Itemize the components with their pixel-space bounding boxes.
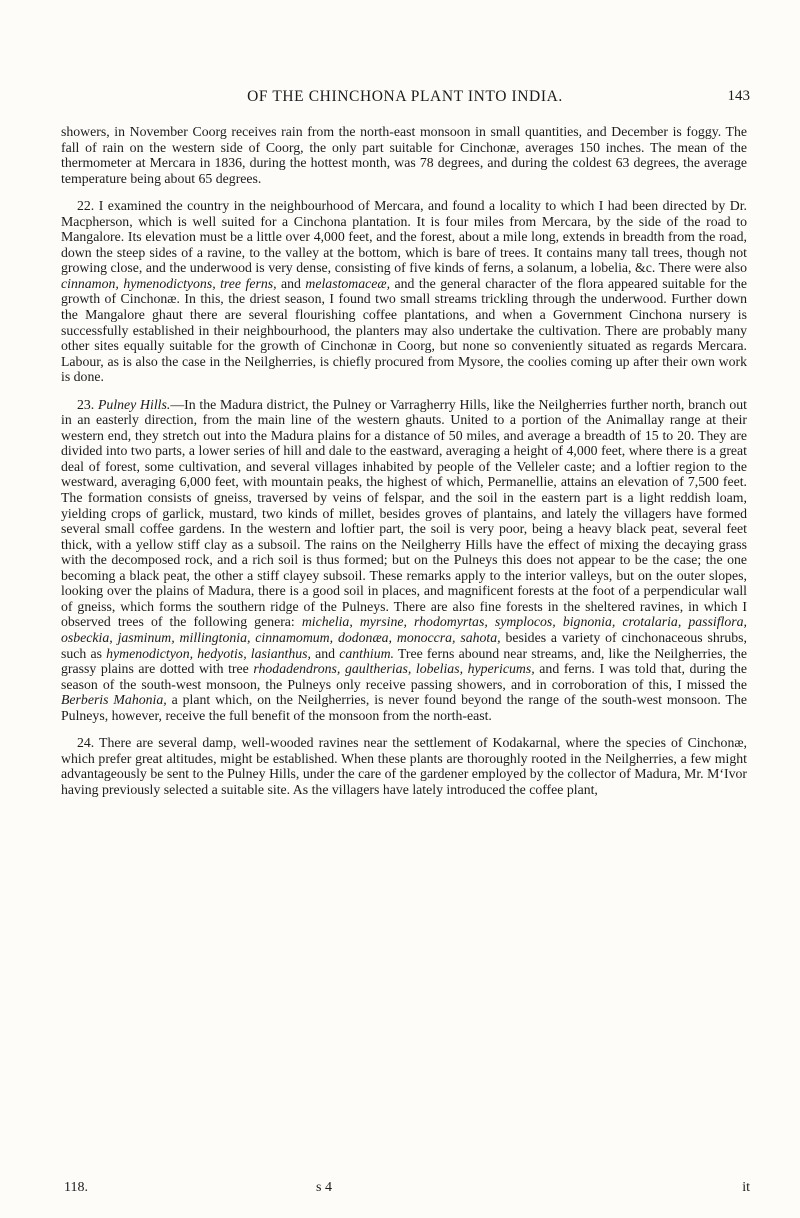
text-run: —In the Madura district, the Pulney or Varragherry Hills, like the Neilgherries further north, branch out in an easterly direction, from the main line of the western ghauts. United to a portion of the Animallay range at their western end, they stretch out into the Madura plains for a distance of 50 miles, and average a breadth of 15 to 20. They are divided into two parts, a lower series of hill and dale to the eastward, averaging a height of 4,000 feet, where there is a great deal of forest, some cultivation, and several villages inhabited by people of the Velleler caste; and a loftier region to the westward, averaging 6,000 feet, with mountain peaks, the highest of which, Permanellie, attains an elevation of 7,500 feet. The formation consists of gneiss, traversed by veins of felspar, and the soil in the eastern part is a light reddish loam, yielding crops of garlick, mustard, two kinds of millet, besides groves of plantains, and lately the villagers have formed several small coffee gardens. In the western and loftier part, the soil is very poor, being a heavy black peat, several feet thick, with a yellow stiff clay as a subsoil. The rains on the Neilgherry Hills have the effect of mixing the decaying grass with the decomposed rock, and a rich soil is thus formed; but on the Pulneys this does not appear to be the case; the one becoming a black peat, the other a stiff clayey subsoil. These remarks apply to the interior valleys, but on the outer slopes, looking over the plains of Madura, there is a good soil in places, and magnificent forests at the foot of a perpendicular wall of gneiss, which forms the southern ridge of the Pulneys. There are also fine forests in the sheltered ravines, in which I observed trees of the following genera: [61, 396, 747, 630]
page-header [60, 88, 750, 112]
text-run: and [276, 275, 306, 291]
running-title: OF THE CHINCHONA PLANT INTO INDIA. [247, 88, 563, 105]
paragraph-24 [61, 735, 747, 797]
text-run: 23. [77, 396, 98, 412]
text-run: and [310, 645, 340, 661]
text-run: and the general character of the flora appeared suitable for the growth of Cinchonæ. In this, the driest season, I found two small streams trickling through the underwood. Further down the Mangalore ghaut there are several flourishing coffee plantations, and when a Government Cinchona nursery is successfully established in their neighbourhood, the planters may also undertake the cultivation. There are probably many other sites equally suitable for the growth of Cinchonæ in Coorg, but none so conveniently situated as regards Mercara. Labour, as is also the case in the Neilgherries, is chiefly procured from Mysore, the coolies coming up after their own work is done. [61, 275, 747, 385]
text-run: Tree ferns abound near streams, and, like the Neilgherries, the grassy plains are dotted with tree [61, 645, 747, 677]
paragraph-22 [61, 198, 747, 385]
text-run: 22. I examined the country in the neighbourhood of Mercara, and found a locality to which I had been directed by Dr. Macpherson, which is well suited for a Cinchona plantation. It is four miles from Mercara, by the side of the road to Mangalore. Its elevation must be a little over 4,000 feet, and the forest, about a mile long, extends in breadth from the road, down the steep sides of a ravine, to the valley at the bottom, which is bare of trees. It contains many tall trees, though not growing close, and the underwood is very dense, consisting of five kinds of ferns, a solanum, a lobelia, &c. There were also [61, 198, 747, 276]
italic-text: michelia, myrsine, rhodomyrtas, symplocos, bignonia, crotalaria, passiflora, osbeckia, jasminum, millingtonia, cinnamomum, dodonæa, monoccra, sahota, [61, 614, 747, 645]
folio-mark: s 4 [316, 1180, 332, 1195]
italic-text: rhodadendrons, gaultherias, lobelias, hypericums, [253, 661, 535, 677]
text-run: and ferns. I was told that, during the season of the south-west monsoon, the Pulneys only receive passing showers, and in corroboration of this, I missed the [61, 661, 747, 692]
text-run: besides a variety of cinchonaceous shrubs, such as [61, 629, 747, 661]
text-run: 24. There are several damp, well-wooded ravines near the settlement of Kodakarnal, where the species of Cinchonæ, which prefer great altitudes, might be established. When these plants are thoroughly rooted in the Neilgherries, a few might advantageously be sent to the Pulney Hills, under the care of the gardener employed by the collector of Madura, Mr. M‘Ivor having previously selected a suitable site. As the villagers have lately introduced the coffee plant, [61, 735, 747, 797]
page-footer [64, 1180, 750, 1200]
printer-signature: 118. [64, 1180, 88, 1195]
italic-text: melastomaceæ, [305, 275, 391, 291]
body-text [61, 124, 747, 809]
paragraph-continued [61, 124, 747, 186]
catchword: it [742, 1180, 750, 1195]
page-number: 143 [727, 88, 750, 104]
paragraph-23 [61, 397, 747, 723]
text-run: a plant which, on the Neilgherries, is never found beyond the range of the south-west monsoon. The Pulneys, however, receive the full benefit of the monsoon from the north-east. [61, 692, 747, 723]
italic-text: Berberis Mahonia, [61, 692, 167, 708]
italic-text: Pulney Hills. [98, 396, 171, 412]
italic-text: cinnamon, hymenodictyons, tree ferns, [61, 275, 277, 291]
italic-text: canthium. [339, 645, 394, 661]
text-run: showers, in November Coorg receives rain from the north-east monsoon in small quantities, and December is foggy. The fall of rain on the western side of Coorg, the only part suitable for Cinchonæ, averages 150 inches. The mean of the thermometer at Mercara in 1836, during the hottest month, was 78 degrees, and during the coldest 63 degrees, the average temperature being about 65 degrees. [61, 124, 747, 186]
italic-text: hymenodictyon, hedyotis, lasianthus, [106, 645, 311, 661]
